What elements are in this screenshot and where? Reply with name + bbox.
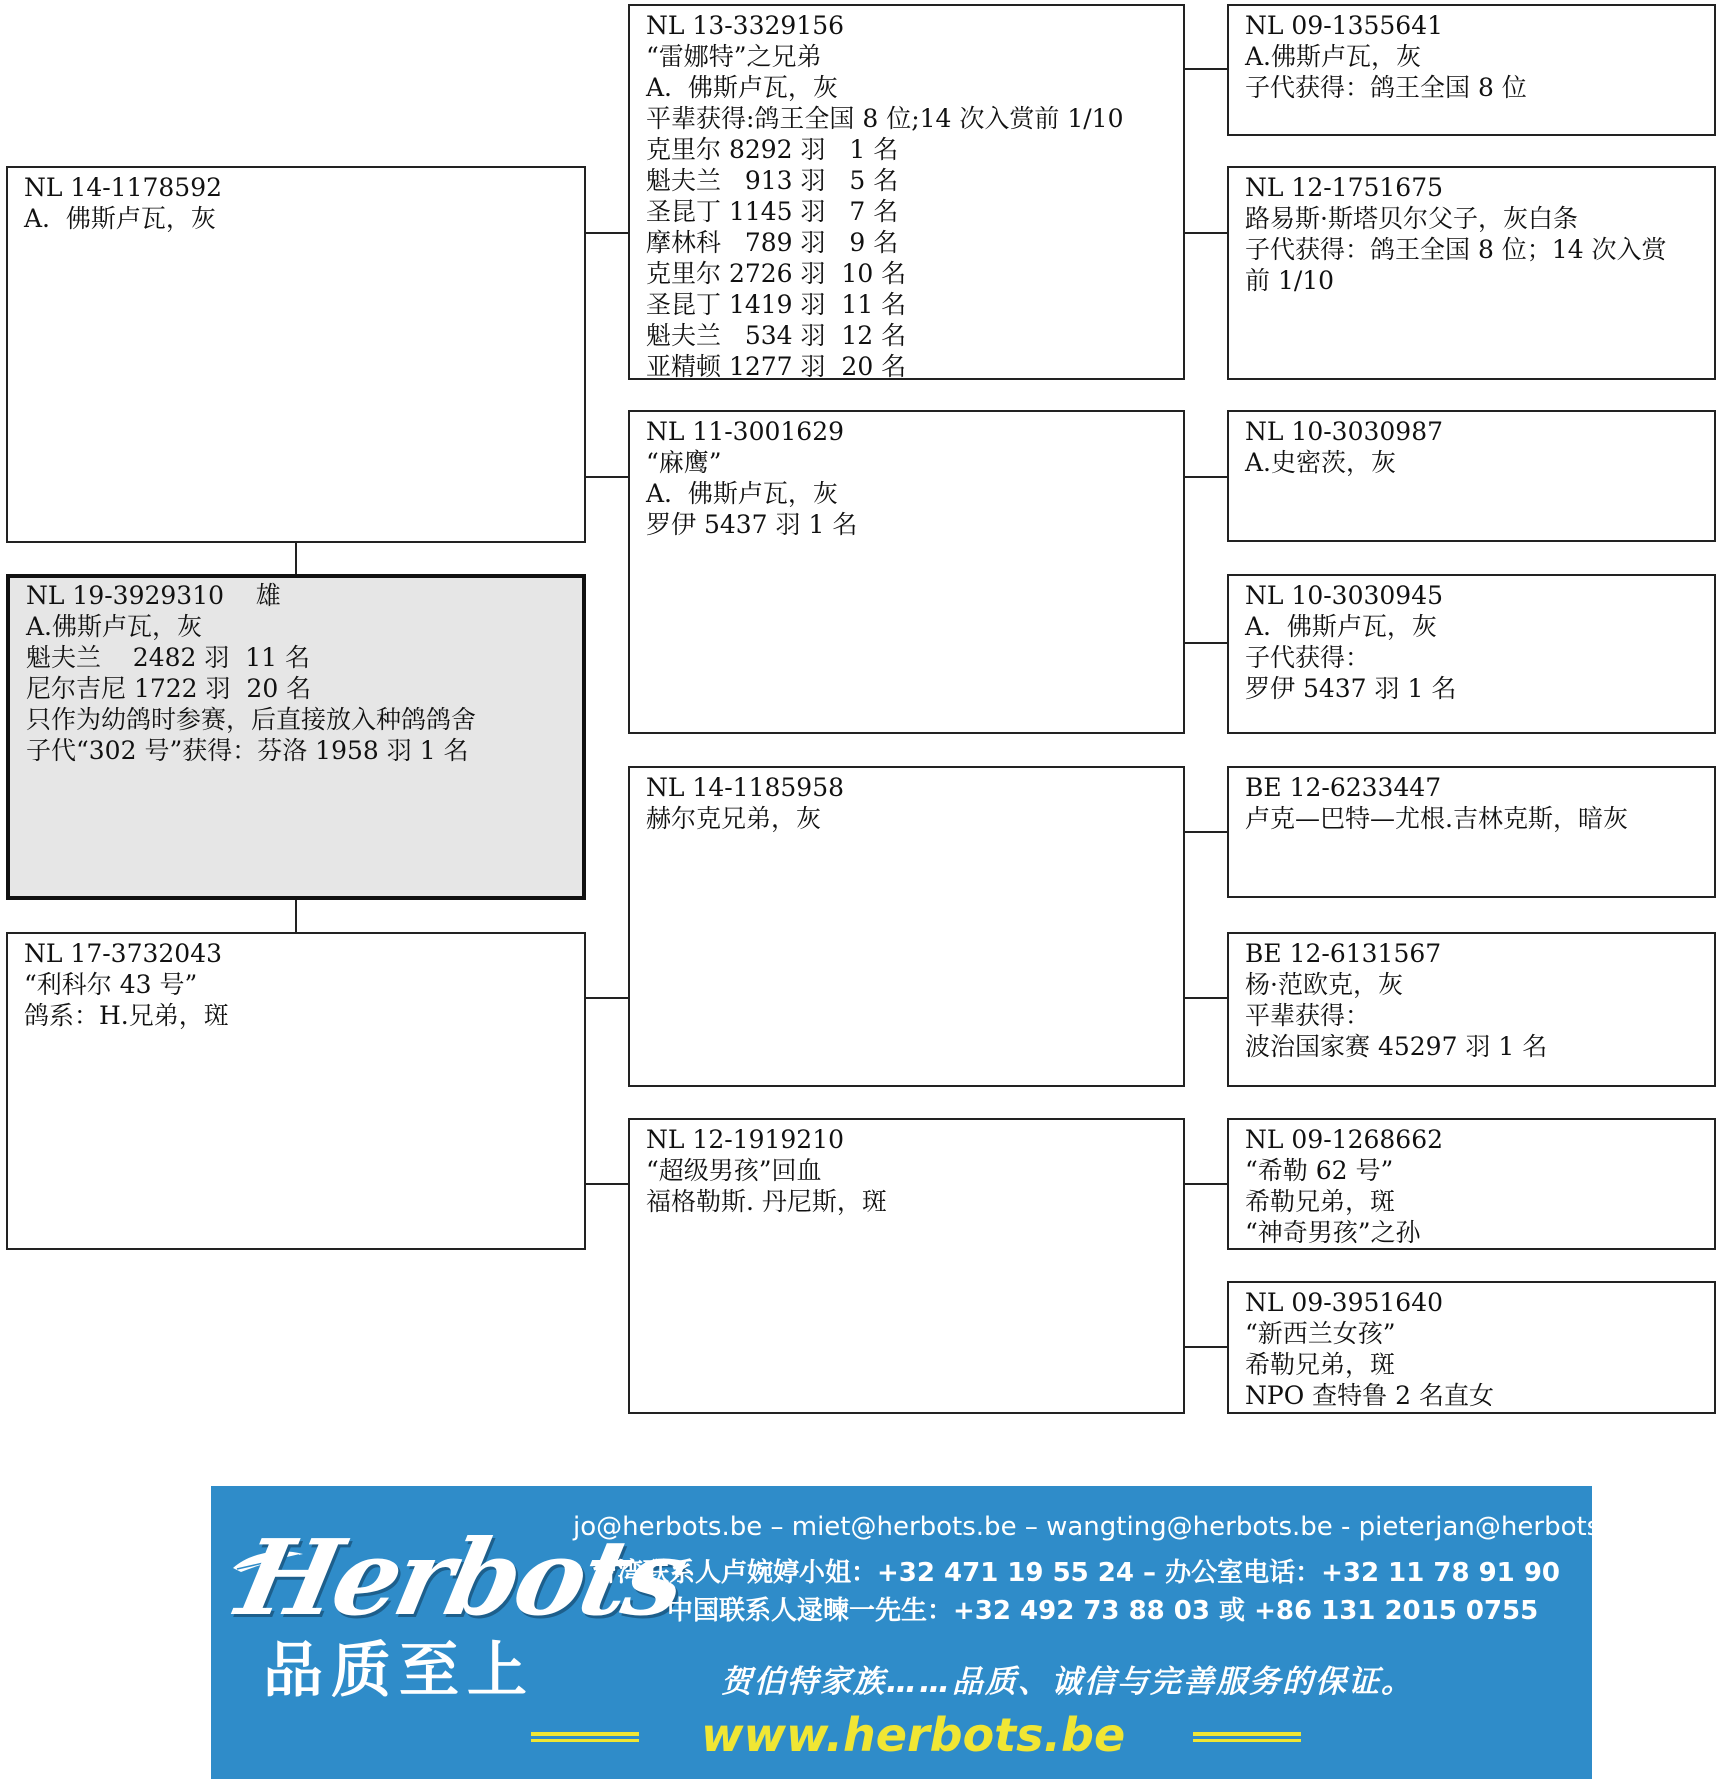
pedigree-line: 子代“302 号”获得：芬洛 1958 羽 1 名 [26, 736, 469, 765]
pedigree-line: 子代获得：鸽王全国 8 位；14 次入赏 [1245, 235, 1667, 264]
ring-number: NL 12-1919210 [646, 1125, 845, 1154]
pedigree-line: 希勒兄弟，斑 [1245, 1350, 1396, 1379]
pedigree-line: 路易斯·斯塔贝尔父子，灰白条 [1245, 204, 1578, 233]
ring-number: NL 10-3030945 [1245, 581, 1444, 610]
pedigree-line: 子代获得：鸽王全国 8 位 [1245, 73, 1527, 102]
pedigree-line: A. 佛斯卢瓦，灰 [1245, 612, 1437, 641]
ring-number: NL 09-3951640 [1245, 1288, 1444, 1317]
decorative-line [531, 1732, 639, 1736]
great-grandparent-card [1227, 1281, 1716, 1414]
connector [295, 542, 297, 578]
sire-card [6, 166, 586, 543]
motto: 贺伯特家族……品质、诚信与完善服务的保证。 [721, 1664, 1414, 1700]
email-contacts[interactable]: jo@herbots.be – miet@herbots.be – wangting@herbots.be - pieterjan@herbots.be [573, 1512, 1641, 1542]
pedigree-line: 克里尔 2726 羽 10 名 [646, 259, 907, 288]
pedigree-line: 前 1/10 [1245, 266, 1335, 295]
ring-number: NL 09-1355641 [1245, 11, 1444, 40]
pedigree-line: A. 佛斯卢瓦，灰 [646, 479, 838, 508]
pedigree-line: 克里尔 8292 羽 1 名 [646, 135, 899, 164]
pedigree-line: A. 佛斯卢瓦，灰 [646, 73, 838, 102]
website-link[interactable]: www.herbots.be [701, 1708, 1126, 1762]
connector [1183, 642, 1228, 644]
connector [1183, 68, 1228, 70]
granddam-paternal-card [628, 410, 1185, 734]
pedigree-line: 福格勒斯. 丹尼斯，斑 [646, 1187, 887, 1216]
pedigree-line: A.佛斯卢瓦，灰 [26, 612, 203, 641]
ring-number: BE 12-6131567 [1245, 939, 1442, 968]
ring-number: NL 14-1185958 [646, 773, 845, 802]
great-grandparent-card [1227, 4, 1716, 136]
pedigree-line: 鸽系：H.兄弟，斑 [24, 1001, 229, 1030]
pedigree-line: 圣昆丁 1145 羽 7 名 [646, 197, 899, 226]
pedigree-line: 赫尔克兄弟，灰 [646, 804, 822, 833]
ring-number: BE 12-6233447 [1245, 773, 1442, 802]
ring-number: NL 11-3001629 [646, 417, 845, 446]
pedigree-line: A. 佛斯卢瓦，灰 [24, 204, 216, 233]
decorative-line [1193, 1732, 1301, 1736]
pedigree-line: 平辈获得： [1245, 1001, 1371, 1030]
great-grandparent-card [1227, 932, 1716, 1087]
pedigree-line: 卢克—巴特—尤根.吉林克斯，暗灰 [1245, 804, 1628, 833]
connector [1183, 1183, 1228, 1185]
connector [584, 232, 629, 234]
contact-banner [211, 1486, 1641, 1779]
pedigree-line: 摩林科 789 羽 9 名 [646, 228, 899, 257]
pedigree-line: 圣昆丁 1419 羽 11 名 [646, 290, 907, 319]
pedigree-line: 平辈获得:鸽王全国 8 位;14 次入赏前 1/10 [646, 104, 1124, 133]
ring-number: NL 09-1268662 [1245, 1125, 1444, 1154]
pedigree-line: 罗伊 5437 羽 1 名 [646, 510, 858, 539]
great-grandparent-card [1227, 766, 1716, 898]
connector [584, 997, 629, 999]
pedigree-line: 波治国家赛 45297 羽 1 名 [1245, 1032, 1548, 1061]
connector [1183, 831, 1228, 833]
connector [1183, 1346, 1228, 1348]
pedigree-line: 魁夫兰 913 羽 5 名 [646, 166, 899, 195]
pedigree-line: NPO 查特鲁 2 名直女 [1245, 1381, 1494, 1410]
herbots-logo: Herbots [227, 1516, 694, 1639]
pedigree-line: “神奇男孩”之孙 [1245, 1218, 1421, 1247]
connector [1183, 997, 1228, 999]
grandsire-paternal-card [628, 4, 1185, 380]
pedigree-line: 亚精顿 1277 羽 20 名 [646, 352, 907, 380]
pedigree-line: 希勒兄弟，斑 [1245, 1187, 1396, 1216]
subject-pigeon-card [6, 574, 586, 900]
ring-number: NL 17-3732043 [24, 939, 223, 968]
pedigree-line: 魁夫兰 2482 羽 11 名 [26, 643, 311, 672]
ring-number: NL 19-3929310 雄 [26, 581, 281, 610]
connector [584, 1183, 629, 1185]
great-grandparent-card [1227, 1118, 1716, 1250]
pedigree-line: 尼尔吉尼 1722 羽 20 名 [26, 674, 312, 703]
connector [295, 898, 297, 934]
great-grandparent-card [1227, 574, 1716, 734]
connector [1183, 232, 1228, 234]
pedigree-line: A.史密茨，灰 [1245, 448, 1397, 477]
ring-number: NL 14-1178592 [24, 173, 223, 202]
grandsire-maternal-card [628, 766, 1185, 1087]
granddam-maternal-card [628, 1118, 1185, 1414]
connector [584, 476, 629, 478]
pedigree-line: “希勒 62 号” [1245, 1156, 1394, 1185]
pedigree-line: 只作为幼鸽时参赛，后直接放入种鸽鸽舍 [26, 705, 477, 734]
pedigree-line: “雷娜特”之兄弟 [646, 42, 822, 71]
pedigree-line: “超级男孩”回血 [646, 1156, 822, 1185]
pedigree-line: A.佛斯卢瓦，灰 [1245, 42, 1422, 71]
great-grandparent-card [1227, 166, 1716, 380]
ring-number: NL 12-1751675 [1245, 173, 1444, 202]
pedigree-line: 杨·范欧克，灰 [1245, 970, 1403, 999]
slogan: 品质至上 [263, 1636, 535, 1706]
great-grandparent-card [1227, 410, 1716, 542]
ring-number: NL 13-3329156 [646, 11, 845, 40]
ring-number: NL 10-3030987 [1245, 417, 1444, 446]
pedigree-line: 罗伊 5437 羽 1 名 [1245, 674, 1457, 703]
connector [1183, 476, 1228, 478]
dam-card [6, 932, 586, 1250]
pedigree-line: “新西兰女孩” [1245, 1319, 1396, 1348]
pedigree-line: “利科尔 43 号” [24, 970, 198, 999]
pedigree-line: 魁夫兰 534 羽 12 名 [646, 321, 907, 350]
pedigree-line: 子代获得： [1245, 643, 1371, 672]
china-contact: 中国联系人逯暕一先生：+32 492 73 88 03 或 +86 131 2015 0755 [667, 1596, 1539, 1626]
taiwan-contact: 台湾联系人卢婉婷小姐：+32 471 19 55 24 – 办公室电话：+32 11 78 91 90 [591, 1558, 1560, 1588]
pedigree-line: “麻鹰” [646, 448, 722, 477]
